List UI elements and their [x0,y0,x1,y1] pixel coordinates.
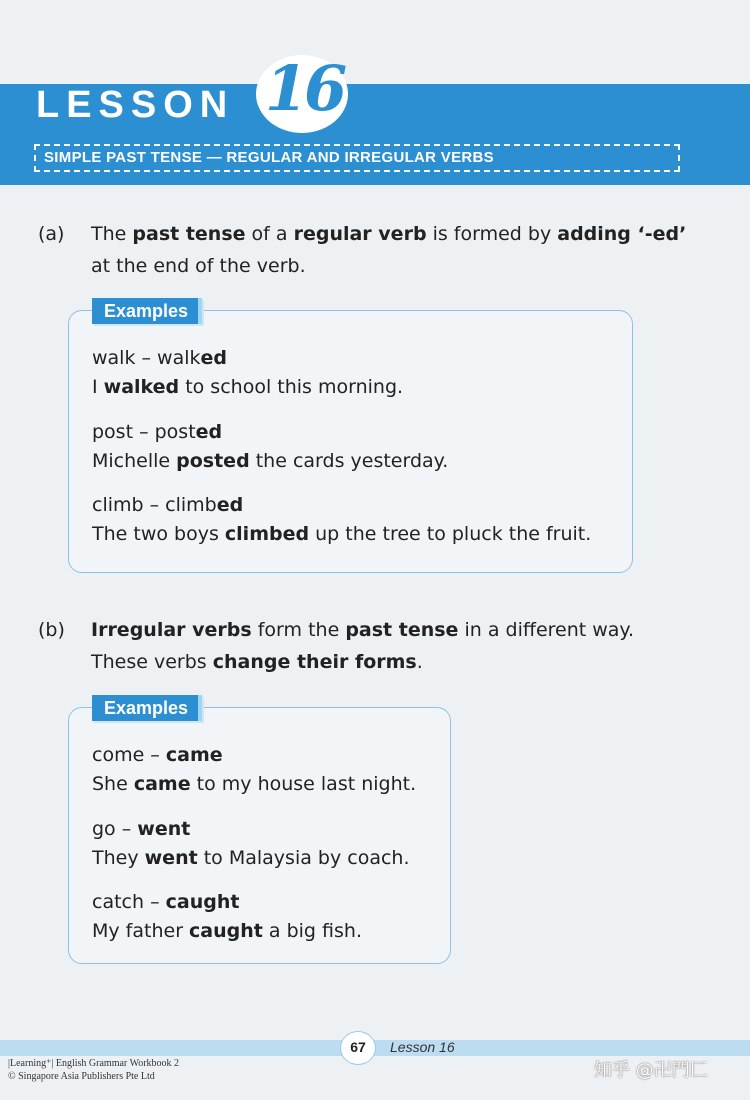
example-a1-pair: walk – walked [92,347,228,369]
lesson-number: 16 [264,52,344,125]
example-a1-sentence: I walked to school this morning. [92,376,404,398]
examples-label-a: Examples [92,298,202,324]
example-a3-pair: climb – climbed [92,494,244,516]
section-b-line2: These verbs change their forms. [91,651,423,673]
section-b-marker: (b) [38,619,65,641]
lesson-heading: LESSON [36,84,235,126]
section-a-rule [38,218,686,282]
example-b1-sentence: She came to my house last night. [92,773,417,795]
example-b2-sentence: They went to Malaysia by coach. [92,847,410,869]
example-a2-sentence: Michelle posted the cards yesterday. [92,450,449,472]
footer-lesson-label: Lesson 16 [390,1039,455,1055]
watermark: 知乎 @卍門匚 [594,1060,708,1081]
example-b3-pair: catch – caught [92,891,240,913]
examples-label-b: Examples [92,695,202,721]
lesson-subtitle: SIMPLE PAST TENSE — REGULAR AND IRREGULAR VERBS [44,149,494,166]
credit-line-2: © Singapore Asia Publishers Pte Ltd [8,1071,155,1082]
example-a3-sentence: The two boys climbed up the tree to pluck the fruit. [92,523,592,545]
section-a-line2: at the end of the verb. [91,255,306,277]
section-a-line1: The past tense of a regular verb is formed by adding ‘-ed’ [91,223,687,245]
credit-line-1: |Learning⁺| English Grammar Workbook 2 [8,1058,180,1069]
section-a-marker: (a) [38,223,65,245]
section-b-line1: Irregular verbs form the past tense in a different way. [91,619,635,641]
section-b-rule [38,614,634,678]
example-b3-sentence: My father caught a big fish. [92,920,362,942]
example-b2-pair: go – went [92,818,191,840]
page-number: 67 [340,1031,376,1065]
example-b1-pair: come – came [92,744,223,766]
example-a2-pair: post – posted [92,421,223,443]
